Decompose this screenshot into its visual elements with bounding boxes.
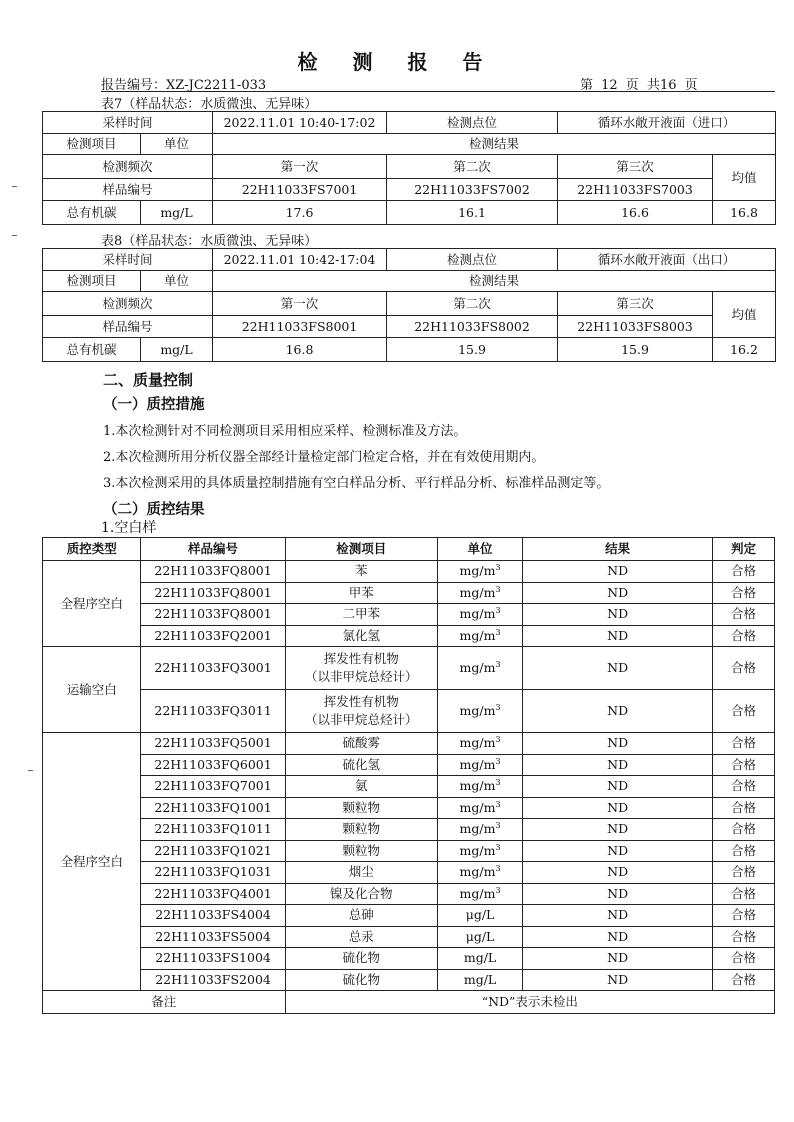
qc-unit-exponent: 3 [495, 735, 501, 745]
table8-value-2: 15.9 [387, 338, 558, 362]
qc-sample-no: 22H11033FQ1031 [141, 862, 285, 884]
qc-sample-no: 22H11033FQ1011 [141, 819, 285, 841]
qc-unit-exponent: 3 [495, 778, 501, 788]
table-row [43, 926, 775, 948]
table8-value-1: 16.8 [213, 338, 387, 362]
table8-sampling-time: 2022.11.01 10:42-17:04 [213, 249, 387, 271]
qc-unit-base: mg/m [459, 735, 496, 751]
table8 [42, 248, 776, 362]
qc-unit [437, 862, 522, 884]
qc-unit [437, 905, 522, 927]
qc-judge: 合格 [713, 862, 775, 884]
qc-item-line: 硫化氢 [342, 756, 381, 772]
qc-item [285, 690, 437, 733]
qc-unit-base: mg/m [459, 756, 496, 772]
qc-judge: 合格 [713, 905, 775, 927]
qc-unit-exponent: 3 [495, 703, 501, 712]
qc-sample-no: 22H11033FQ5001 [141, 733, 285, 755]
qc-header-judge: 判定 [713, 538, 775, 561]
qc-unit-base: mg/L [463, 950, 497, 966]
qc-sample-no: 22H11033FQ8001 [141, 561, 285, 583]
qc-item [285, 604, 437, 626]
qc-type-cell: 全程序空白 [43, 561, 141, 647]
qc-item-line: 硫化物 [342, 971, 381, 987]
table8-third: 第三次 [558, 292, 713, 316]
table7-point: 循环水敞开液面（进口） [558, 112, 776, 134]
table-row [43, 604, 775, 626]
table8-avg: 16.2 [713, 338, 776, 362]
qc-item-note: （以非甲烷总烃计） [305, 712, 418, 727]
table8-unit: mg/L [141, 338, 213, 362]
scan-mark [12, 235, 17, 236]
qc-unit [437, 754, 522, 776]
table-row [43, 690, 775, 733]
qc-unit [437, 797, 522, 819]
table7-third: 第三次 [558, 155, 713, 179]
qc-unit-base: mg/m [459, 563, 496, 579]
report-number: 报告编号：XZ-JC2211-033 [101, 78, 267, 93]
qc-unit-base: mg/m [459, 703, 496, 718]
qc-item-line: 二甲苯 [342, 606, 381, 622]
qc-result: ND [523, 948, 713, 970]
qc-judge: 合格 [713, 797, 775, 819]
qc-item [285, 969, 437, 991]
qc-result: ND [523, 625, 713, 647]
qc-sample-no: 22H11033FQ1021 [141, 840, 285, 862]
qc-header-item: 检测项目 [285, 538, 437, 561]
blank-sample-heading: 1.空白样 [101, 520, 157, 536]
qc-sample-no: 22H11033FQ8001 [141, 604, 285, 626]
qc-item-line: 甲苯 [348, 584, 374, 600]
measure-paragraph-1: 1.本次检测针对不同检测项目采用相应采样、检测标准及方法。 [103, 424, 467, 439]
qc-unit [437, 883, 522, 905]
qc-item-line: 颗粒物 [342, 821, 381, 837]
qc-sample-no: 22H11033FS1004 [141, 948, 285, 970]
report-title: 检 测 报 告 [297, 50, 497, 74]
table7-avg-label: 均值 [713, 155, 776, 201]
qc-item-line: 颗粒物 [342, 799, 381, 815]
qc-unit-exponent: 3 [495, 756, 501, 766]
qc-unit-base: mg/m [459, 821, 496, 837]
table7-first: 第一次 [213, 155, 387, 179]
table8-sample-1: 22H11033FS8001 [213, 316, 387, 338]
qc-item [285, 647, 437, 690]
table-row [43, 582, 775, 604]
table-row [43, 733, 775, 755]
qc-sample-no: 22H11033FQ3011 [141, 690, 285, 733]
qc-result: ND [523, 733, 713, 755]
table7-sample-1: 22H11033FS7001 [213, 179, 387, 201]
table8-sample-no-label: 样品编号 [43, 316, 213, 338]
qc-unit [437, 840, 522, 862]
table-row [43, 819, 775, 841]
qc-sample-no: 22H11033FS5004 [141, 926, 285, 948]
qc-judge: 合格 [713, 754, 775, 776]
qc-unit-exponent: 3 [495, 584, 501, 594]
qc-result: ND [523, 604, 713, 626]
table8-item: 总有机碳 [43, 338, 141, 362]
table7 [42, 111, 776, 225]
qc-unit [437, 948, 522, 970]
qc-type-cell: 全程序空白 [43, 733, 141, 991]
scan-mark [12, 186, 17, 187]
qc-result: ND [523, 819, 713, 841]
table-row [43, 754, 775, 776]
qc-item [285, 561, 437, 583]
qc-result: ND [523, 840, 713, 862]
qc-unit-exponent: 3 [495, 821, 501, 831]
qc-item [285, 733, 437, 755]
table7-unit: mg/L [141, 201, 213, 225]
table8-sample-3: 22H11033FS8003 [558, 316, 713, 338]
table7-result-label: 检测结果 [213, 134, 776, 155]
qc-sample-no: 22H11033FS4004 [141, 905, 285, 927]
qc-item [285, 582, 437, 604]
qc-judge: 合格 [713, 604, 775, 626]
table7-unit-label: 单位 [141, 134, 213, 155]
qc-unit-base: mg/m [459, 885, 496, 901]
subsection-results: （二）质控结果 [103, 501, 205, 518]
header-rule [101, 91, 775, 92]
table7-caption: 表7（样品状态：水质微浊、无异味） [101, 97, 318, 112]
qc-result: ND [523, 926, 713, 948]
qc-unit [437, 561, 522, 583]
qc-sample-no: 22H11033FQ8001 [141, 582, 285, 604]
qc-item-line: 总砷 [348, 907, 374, 923]
qc-item-note: （以非甲烷总烃计） [305, 669, 418, 684]
table7-item: 总有机碳 [43, 201, 141, 225]
qc-judge: 合格 [713, 582, 775, 604]
qc-unit-base: μg/L [465, 928, 495, 944]
qc-unit-base: mg/m [459, 799, 496, 815]
qc-judge: 合格 [713, 733, 775, 755]
qc-judge: 合格 [713, 948, 775, 970]
table7-sample-2: 22H11033FS7002 [387, 179, 558, 201]
table8-caption: 表8（样品状态：水质微浊、无异味） [101, 234, 318, 249]
qc-judge: 合格 [713, 926, 775, 948]
qc-unit-base: mg/m [459, 842, 496, 858]
qc-item-line: 挥发性有机物 [323, 694, 399, 709]
qc-result: ND [523, 690, 713, 733]
qc-unit-exponent: 3 [495, 606, 501, 616]
qc-item [285, 797, 437, 819]
qc-unit [437, 926, 522, 948]
table-row [43, 905, 775, 927]
table7-freq-label: 检测频次 [43, 155, 213, 179]
qc-item-line: 氯化氢 [342, 627, 381, 643]
qc-item [285, 948, 437, 970]
qc-judge: 合格 [713, 561, 775, 583]
table8-sample-2: 22H11033FS8002 [387, 316, 558, 338]
qc-item [285, 840, 437, 862]
table8-second: 第二次 [387, 292, 558, 316]
table7-value-3: 16.6 [558, 201, 713, 225]
qc-unit [437, 819, 522, 841]
qc-item-line: 烟尘 [348, 864, 374, 880]
qc-sample-no: 22H11033FS2004 [141, 969, 285, 991]
table8-value-3: 15.9 [558, 338, 713, 362]
qc-unit [437, 969, 522, 991]
qc-item [285, 754, 437, 776]
qc-item [285, 819, 437, 841]
qc-unit-exponent: 3 [495, 864, 501, 874]
table-row [43, 840, 775, 862]
qc-judge: 合格 [713, 690, 775, 733]
qc-judge: 合格 [713, 883, 775, 905]
qc-result: ND [523, 969, 713, 991]
qc-unit-base: mg/m [459, 864, 496, 880]
qc-sample-no: 22H11033FQ3001 [141, 647, 285, 690]
table-row [43, 625, 775, 647]
qc-sample-no: 22H11033FQ6001 [141, 754, 285, 776]
table-row [43, 797, 775, 819]
qc-judge: 合格 [713, 776, 775, 798]
page-number: 第 12 页 共16 页 [580, 78, 698, 93]
measure-paragraph-2: 2.本次检测所用分析仪器全部经计量检定部门检定合格，并在有效使用期内。 [103, 450, 545, 465]
qc-judge: 合格 [713, 625, 775, 647]
qc-item-line: 镍及化合物 [330, 885, 393, 901]
measure-paragraph-3: 3.本次检测采用的具体质量控制措施有空白样品分析、平行样品分析、标准样品测定等。 [103, 476, 610, 491]
qc-result: ND [523, 776, 713, 798]
qc-unit-base: mg/m [459, 606, 496, 622]
qc-sample-no: 22H11033FQ4001 [141, 883, 285, 905]
qc-item-line: 挥发性有机物 [323, 651, 399, 666]
qc-unit-base: mg/m [459, 660, 496, 675]
qc-item-line: 氨 [355, 778, 368, 794]
qc-unit [437, 733, 522, 755]
qc-remark: “ND”表示未检出 [285, 991, 774, 1014]
table8-first: 第一次 [213, 292, 387, 316]
qc-remark-label: 备注 [43, 991, 286, 1014]
qc-judge: 合格 [713, 969, 775, 991]
qc-result: ND [523, 883, 713, 905]
table-row [43, 647, 775, 690]
qc-result: ND [523, 754, 713, 776]
qc-unit-base: mg/m [459, 584, 496, 600]
qc-item-line: 总汞 [348, 928, 374, 944]
qc-header-type: 质控类型 [43, 538, 141, 561]
qc-unit-exponent: 3 [495, 563, 501, 573]
qc-result: ND [523, 862, 713, 884]
qc-header-sample: 样品编号 [141, 538, 285, 561]
qc-header-unit: 单位 [437, 538, 522, 561]
table8-freq-label: 检测频次 [43, 292, 213, 316]
table7-second: 第二次 [387, 155, 558, 179]
table7-sample-3: 22H11033FS7003 [558, 179, 713, 201]
qc-judge: 合格 [713, 840, 775, 862]
table8-item-label: 检测项目 [43, 271, 141, 292]
scan-mark [28, 770, 33, 771]
table7-value-2: 16.1 [387, 201, 558, 225]
table8-sampling-time-label: 采样时间 [43, 249, 213, 271]
subsection-measures: （一）质控措施 [103, 396, 205, 413]
qc-unit [437, 625, 522, 647]
table8-point: 循环水敞开液面（出口） [558, 249, 776, 271]
qc-result: ND [523, 561, 713, 583]
qc-type-cell: 运输空白 [43, 647, 141, 733]
qc-result: ND [523, 647, 713, 690]
qc-item [285, 625, 437, 647]
qc-unit [437, 690, 522, 733]
table8-result-label: 检测结果 [213, 271, 776, 292]
qc-unit [437, 776, 522, 798]
qc-item-line: 硫化物 [342, 950, 381, 966]
table7-avg: 16.8 [713, 201, 776, 225]
qc-item-line: 苯 [355, 563, 368, 579]
qc-item [285, 776, 437, 798]
table-row [43, 948, 775, 970]
section-heading: 二、质量控制 [103, 371, 194, 389]
qc-item [285, 905, 437, 927]
qc-unit-exponent: 3 [495, 842, 501, 852]
qc-unit-base: mg/m [459, 627, 496, 643]
qc-judge: 合格 [713, 819, 775, 841]
qc-result: ND [523, 905, 713, 927]
qc-unit-exponent: 3 [495, 627, 501, 637]
qc-unit-exponent: 3 [495, 799, 501, 809]
qc-unit [437, 604, 522, 626]
table7-value-1: 17.6 [213, 201, 387, 225]
qc-unit-base: mg/m [459, 778, 496, 794]
qc-judge: 合格 [713, 647, 775, 690]
qc-unit-exponent: 3 [495, 885, 501, 895]
qc-sample-no: 22H11033FQ1001 [141, 797, 285, 819]
table8-unit-label: 单位 [141, 271, 213, 292]
qc-item-line: 硫酸雾 [342, 735, 381, 751]
qc-result: ND [523, 582, 713, 604]
qc-result: ND [523, 797, 713, 819]
qc-unit-base: mg/L [463, 971, 497, 987]
table8-avg-label: 均值 [713, 292, 776, 338]
table7-item-label: 检测项目 [43, 134, 141, 155]
qc-item [285, 926, 437, 948]
table7-point-label: 检测点位 [387, 112, 558, 134]
qc-blank-table [42, 537, 775, 1014]
table-row [43, 883, 775, 905]
table-row [43, 969, 775, 991]
table7-sample-no-label: 样品编号 [43, 179, 213, 201]
qc-sample-no: 22H11033FQ7001 [141, 776, 285, 798]
qc-unit-exponent: 3 [495, 660, 501, 669]
qc-header-result: 结果 [523, 538, 713, 561]
qc-unit-base: μg/L [465, 907, 495, 923]
table7-sampling-time: 2022.11.01 10:40-17:02 [213, 112, 387, 134]
table-row [43, 776, 775, 798]
table8-point-label: 检测点位 [387, 249, 558, 271]
qc-item [285, 883, 437, 905]
qc-item-line: 颗粒物 [342, 842, 381, 858]
qc-unit [437, 582, 522, 604]
qc-unit [437, 647, 522, 690]
table7-sampling-time-label: 采样时间 [43, 112, 213, 134]
qc-item [285, 862, 437, 884]
table-row [43, 862, 775, 884]
table-row [43, 561, 775, 583]
qc-sample-no: 22H11033FQ2001 [141, 625, 285, 647]
